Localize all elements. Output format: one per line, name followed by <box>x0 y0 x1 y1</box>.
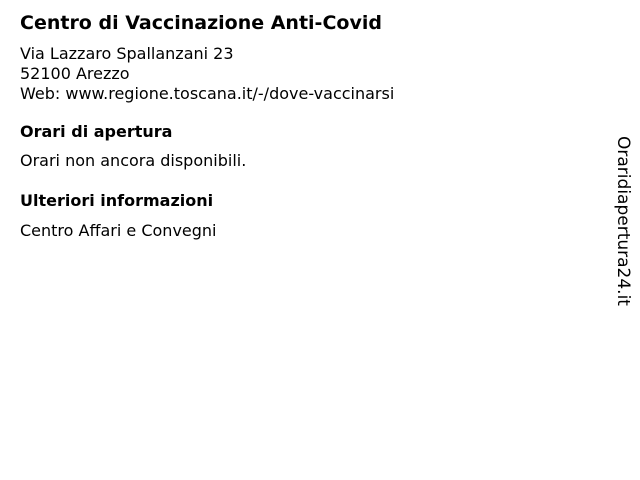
website-line: Web: www.regione.toscana.it/-/dove-vaccinarsi <box>20 84 395 103</box>
additional-info-text: Centro Affari e Convegni <box>20 221 217 240</box>
postal-city: 52100 Arezzo <box>20 64 130 83</box>
page-title: Centro di Vaccinazione Anti-Covid <box>20 12 382 34</box>
street-address: Via Lazzaro Spallanzani 23 <box>20 44 234 63</box>
place-details <box>20 10 590 241</box>
opening-hours-heading: Orari di apertura <box>20 122 173 141</box>
site-watermark: Oraridiapertura24.it <box>613 136 633 306</box>
address-block <box>20 44 590 104</box>
opening-hours-text: Orari non ancora disponibili. <box>20 151 247 170</box>
additional-info-heading: Ulteriori informazioni <box>20 191 214 210</box>
